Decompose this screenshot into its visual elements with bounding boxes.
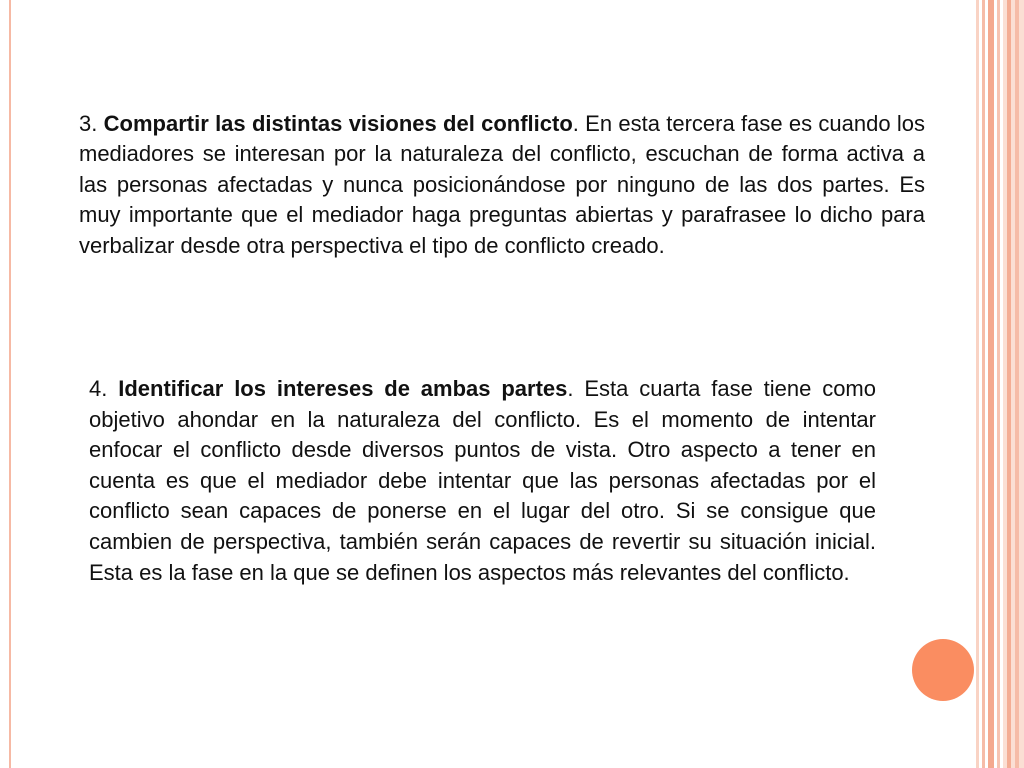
paragraph-phase-3 [79,109,925,261]
right-decorative-line [1007,0,1011,768]
paragraph-number: 3. [79,111,98,136]
right-decorative-line [997,0,1000,768]
right-decorative-line [982,0,985,768]
decorative-circle [912,639,974,701]
paragraph-heading: Compartir las distintas visiones del conflicto [103,111,573,136]
paragraph-body: . Esta cuarta fase tiene como objetivo ahondar en la naturaleza del conflicto. Es el momento de intentar enfocar el conflicto desde diversos puntos de vista. Otro aspecto a tener en cuenta es que el mediador debe intentar que las personas afectadas por el conflicto sean capaces de ponerse en el lugar del otro. Si se consigue que cambien de perspectiva, también serán capaces de revertir su situación inicial. Esta es la fase en la que se definen los aspectos más relevantes del conflicto. [89,376,876,585]
paragraph-heading: Identificar los intereses de ambas partes [118,376,568,401]
left-decorative-stripe [9,0,11,768]
right-decorative-line [976,0,979,768]
right-decorative-line [1015,0,1019,768]
paragraph-body: . En esta tercera fase es cuando los mediadores se interesan por la naturaleza del conflicto, escuchan de forma activa a las personas afectadas y nunca posicionándose por ninguno de las dos partes. Es muy importante que el mediador haga preguntas abiertas y parafrasee lo dicho para verbalizar desde otra perspectiva el tipo de conflicto creado. [79,111,925,258]
paragraph-number: 4. [89,376,108,401]
right-decorative-line [988,0,994,768]
paragraph-phase-4 [89,374,876,588]
